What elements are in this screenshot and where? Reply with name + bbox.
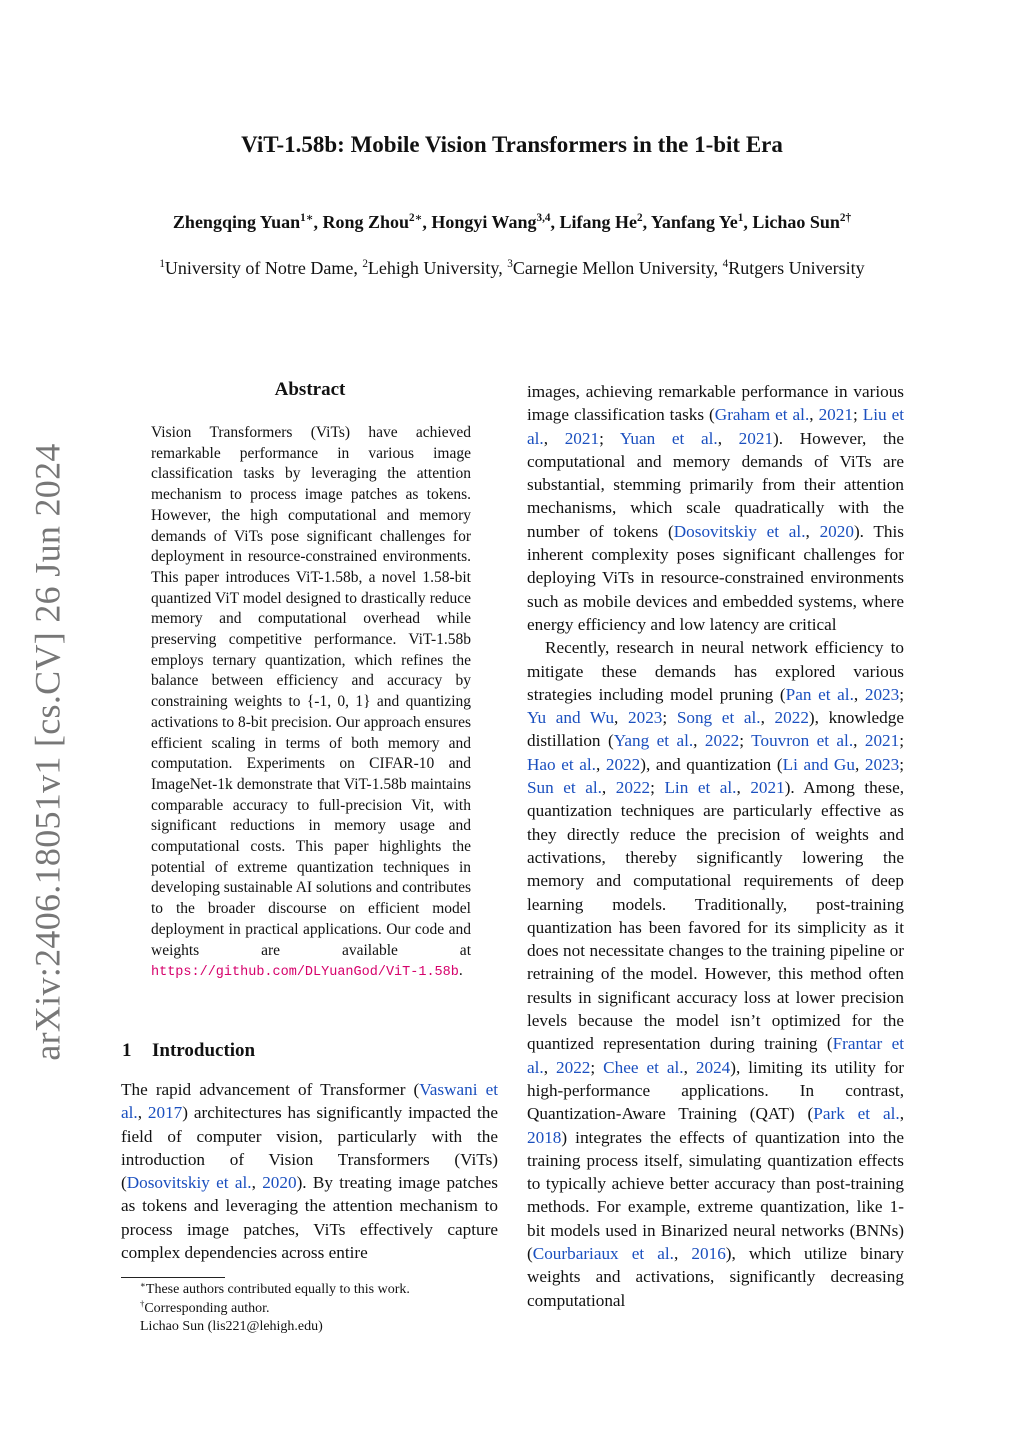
author: Lichao Sun$^{2\dagger}$ bbox=[752, 212, 852, 232]
author: Hongyi Wang$^{3,4}$ bbox=[431, 212, 551, 232]
citation-link[interactable]: Liu et al. bbox=[527, 405, 904, 448]
citation-link[interactable]: Dosovitskiy et al. bbox=[673, 521, 806, 541]
citation-link[interactable]: 2022 bbox=[605, 754, 641, 774]
citation-link[interactable]: 2022 bbox=[704, 731, 740, 751]
affiliation: $^3$Carnegie Mellon University bbox=[507, 258, 714, 278]
citation-link[interactable]: Touvron et al. bbox=[751, 731, 854, 751]
author: Yanfang Ye$^1$ bbox=[650, 212, 744, 232]
citation-link[interactable]: 2024 bbox=[695, 1057, 731, 1077]
citation-link[interactable]: 2021 bbox=[564, 428, 600, 448]
citation-link[interactable]: 2016 bbox=[691, 1243, 726, 1263]
footnotes bbox=[140, 1281, 500, 1337]
citation-link[interactable]: 2017 bbox=[147, 1103, 183, 1123]
arxiv-stamp-text: arXiv:2406.18051v1 [cs.CV] 26 Jun 2024 bbox=[28, 443, 69, 1061]
abstract-heading: Abstract bbox=[274, 379, 346, 400]
citation-link[interactable]: Yuan et al. bbox=[619, 428, 718, 448]
citation-link[interactable]: 2022 bbox=[774, 708, 809, 728]
citation-link[interactable]: 2021 bbox=[864, 731, 900, 751]
citation-link[interactable]: 2022 bbox=[556, 1057, 591, 1077]
citation-link[interactable]: Li and Gu bbox=[782, 754, 855, 774]
affiliation-list: $^1$University of Notre Dame, $^2$Lehigh University, $^3$Carnegie Mellon University, $^4$Rutgers University bbox=[159, 258, 865, 278]
citation-link[interactable]: 2021 bbox=[818, 405, 853, 425]
paper-title: ViT-1.58b: Mobile Vision Transformers in the 1-bit Era bbox=[241, 132, 783, 157]
citation-link[interactable]: 2020 bbox=[262, 1173, 297, 1193]
body-paragraph: Recently, research in neural network efficiency to mitigate these demands has explored various strategies including model pruning (Pan et al., 2023; Yu and Wu, 2023; Song et al., 2022), knowledge distillation (Yang et al., 2022; Touvron et al., 2021; Hao et al., 2022), and quantization (Li and Gu, 2023; Sun et al., 2022; Lin et al., 2021). Among these, quantization techniques are particularly effective as they directly reduce the precision of weights and activations, thereby significantly lowering the memory and computational requirements of deep learning models. Traditionally, post-training quantization has been favored for its simplicity as it does not necessitate changes to the training pipeline or retraining of the model. However, this method often results in significant accuracy loss at lower precision levels because the model isn’t optimized for the quantized representation during training (Frantar et al., 2022; Chee et al., 2024), limiting its utility for high-performance applications. In contrast, Quantization-Aware Training (QAT) (Park et al., 2018) integrates the effects of quantization into the training process itself, simulating quantization effects to typically achieve better accuracy than post-training methods. For example, extreme quantization, like 1-bit models used in Binarized neural networks (BNNs) (Courbariaux et al., 2016), which utilize binary weights and activations, significantly decreasing computational bbox=[527, 638, 905, 1310]
citation-link[interactable]: Courbariaux et al. bbox=[532, 1243, 674, 1263]
citation-link[interactable]: Sun et al. bbox=[527, 778, 602, 798]
citation-link[interactable]: Frantar et al. bbox=[527, 1034, 904, 1077]
citation-link[interactable]: Dosovitskiy et al. bbox=[126, 1173, 252, 1193]
citation-link[interactable]: 2023 bbox=[628, 708, 663, 728]
author-list: Zhengqing Yuan$^{1∗}$, Rong Zhou$^{2∗}$, Hongyi Wang$^{3,4}$, Lifang He$^2$, Yanfang Ye$^1$, Lichao Sun$^{2\dagger}$ bbox=[172, 212, 852, 232]
citation-link[interactable]: Vaswani et al. bbox=[121, 1080, 498, 1123]
body-paragraph: images, achieving remarkable performance in various image classification tasks (Graham et al., 2021; Liu et al., 2021; Yuan et al., 2021). However, the computational and memory demands of ViTs are substantial, stemming primarily from their attention mechanisms, which scale quadratically with the number of tokens (Dosovitskiy et al., 2020). This inherent complexity poses significant challenges for deploying ViTs in resource-constrained environments such as mobile devices and embedded systems, where energy efficiency and low latency are critical bbox=[527, 382, 905, 634]
citation-link[interactable]: 2023 bbox=[864, 754, 900, 774]
intro-paragraph: The rapid advancement of Transformer (Vaswani et al., 2017) architectures has significantly impacted the field of computer vision, particularly with the introduction of Vision Transformers (ViTs) (Dosovitskiy et al., 2020). By treating image patches as tokens and leveraging the attention mechanism to process image patches, ViTs effectively capture complex dependencies across entire bbox=[121, 1080, 499, 1263]
citation-link[interactable]: Yang et al. bbox=[613, 731, 694, 751]
footnote: †Corresponding author. bbox=[140, 1297, 270, 1316]
citation-link[interactable]: 2023 bbox=[864, 684, 900, 704]
section-heading-introduction: 1 Introduction bbox=[122, 1040, 256, 1061]
citation-link[interactable]: Chee et al. bbox=[603, 1057, 684, 1077]
citation-link[interactable]: Hao et al. bbox=[527, 754, 596, 774]
right-column bbox=[527, 380, 904, 1312]
footnote: Lichao Sun (lis221@lehigh.edu) bbox=[140, 1319, 323, 1334]
citation-link[interactable]: 2021 bbox=[738, 428, 774, 448]
citation-link[interactable]: 2021 bbox=[750, 778, 785, 798]
affiliation: $^1$University of Notre Dame bbox=[159, 258, 354, 278]
affiliation: $^2$Lehigh University bbox=[362, 258, 499, 278]
arxiv-identifier-stamp bbox=[18, 443, 78, 1061]
citation-link[interactable]: 2022 bbox=[615, 778, 651, 798]
citation-link[interactable]: Park et al. bbox=[813, 1104, 900, 1124]
citation-link[interactable]: 2020 bbox=[819, 521, 854, 541]
footnote: ∗These authors contributed equally to this work. bbox=[140, 1279, 410, 1297]
citation-link[interactable]: Lin et al. bbox=[664, 778, 737, 798]
author: Lifang He$^2$ bbox=[559, 212, 643, 232]
citation-link[interactable]: Song et al. bbox=[676, 708, 761, 728]
footnote-divider bbox=[121, 1277, 225, 1278]
affiliation: $^4$Rutgers University bbox=[722, 258, 865, 278]
citation-link[interactable]: Pan et al. bbox=[785, 684, 854, 704]
author: Zhengqing Yuan$^{1∗}$ bbox=[172, 212, 314, 232]
abstract-text: Vision Transformers (ViTs) have achieved remarkable performance in various image classification tasks by leveraging the attention mechanism to process image patches as tokens. However, the high computational and memory demands of ViTs pose significant challenges for deployment in resource-constrained environments. This paper introduces ViT-1.58b, a novel 1.58-bit quantized ViT model designed to drastically reduce memory and computational overhead while preserving competitive performance. ViT-1.58b employs ternary quantization, which refines the balance between efficiency and accuracy by constraining weights to {-1, 0, 1} and quantizing activations to 8-bit precision. Our approach ensures efficient scaling in terms of both memory and computation. Experiments on CIFAR-10 and ImageNet-1k demonstrate that ViT-1.58b maintains comparable accuracy to full-precision Vit, with significant reductions in memory usage and computational costs. This paper highlights the potential of extreme quantization techniques in developing sustainable AI solutions and contributes to the broader discourse on efficient model deployment in practical applications. Our code and weights are available at https://github.com/DLYuanGod/ViT-1.58b. bbox=[151, 424, 471, 981]
code-url-link[interactable]: https://github.com/DLYuanGod/ViT-1.58b bbox=[151, 965, 459, 981]
citation-link[interactable]: 2018 bbox=[527, 1127, 562, 1147]
citation-link[interactable]: Yu and Wu bbox=[527, 708, 615, 728]
citation-link[interactable]: Graham et al. bbox=[714, 405, 810, 425]
author: Rong Zhou$^{2∗}$ bbox=[322, 212, 423, 232]
